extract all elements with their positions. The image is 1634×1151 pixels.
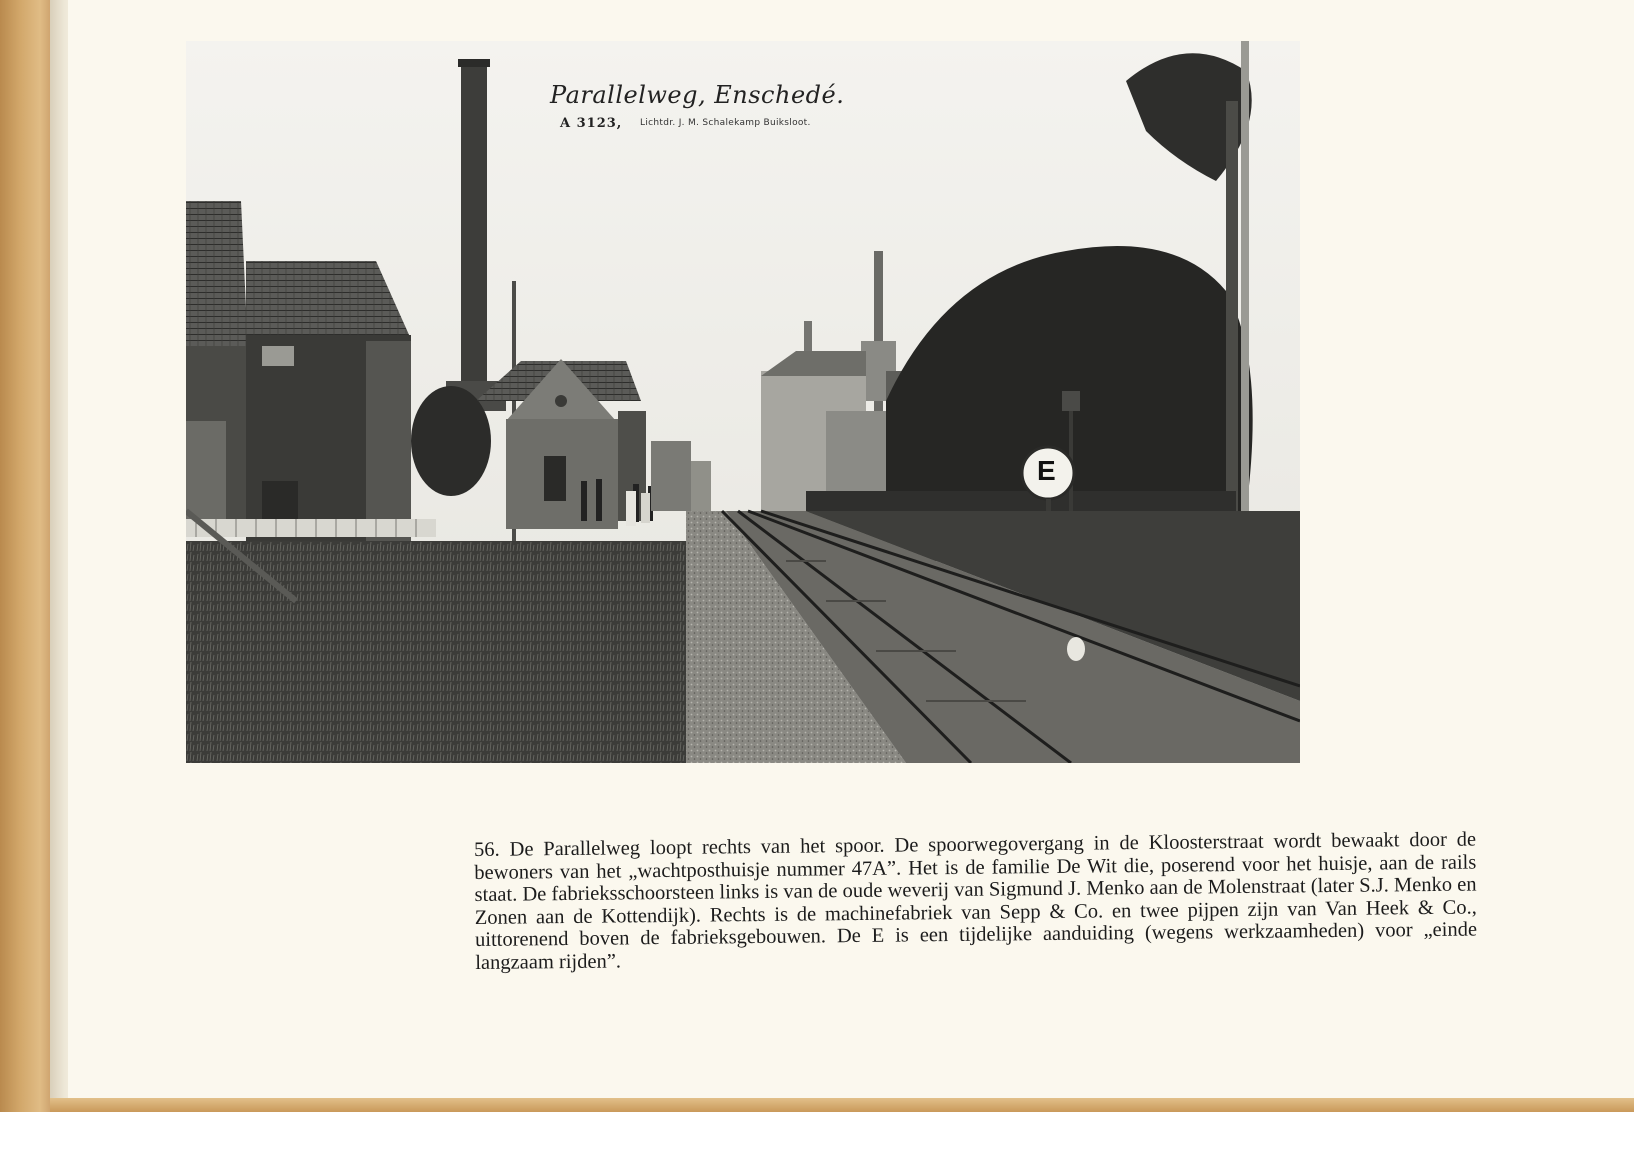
book-bottom-edge xyxy=(50,1098,1634,1112)
sign-letter: E xyxy=(1037,455,1056,486)
photo-code: A 3123, xyxy=(560,116,623,131)
photo-illustration xyxy=(186,41,1300,763)
historic-photograph xyxy=(186,41,1300,763)
photo-credit: Lichtdr. J. M. Schalekamp Buiksloot. xyxy=(640,118,811,128)
book-cover-edge xyxy=(0,0,50,1151)
photo-caption: 56. De Parallelweg loopt rechts van het spoor. De spoorwegovergang in de Kloosterstraat wordt bewaakt door de bewoners van het „wachtposthuisje nummer 47A”. Het is de familie De Wit die, poserend voor het huisje, aan de rails staat. De fabrieksschoorsteen links is van de oude weverij van Sigmund J. Menko aan de Molenstraat (later S.J. Menko en Zonen aan de Kottendijk). Rechts is de machinefabriek van Sepp & Co. en twee pijpen zijn van Van Heek & Co., uittorenend boven de fabrieksgebouwen. De E is een tijdelijke aanduiding (wegens werkzaamheden) voor „einde langzaam rijden”. xyxy=(474,828,1478,974)
scan-background xyxy=(0,1112,1634,1151)
photo-title: Parallelweg, Enschedé. xyxy=(550,81,845,109)
